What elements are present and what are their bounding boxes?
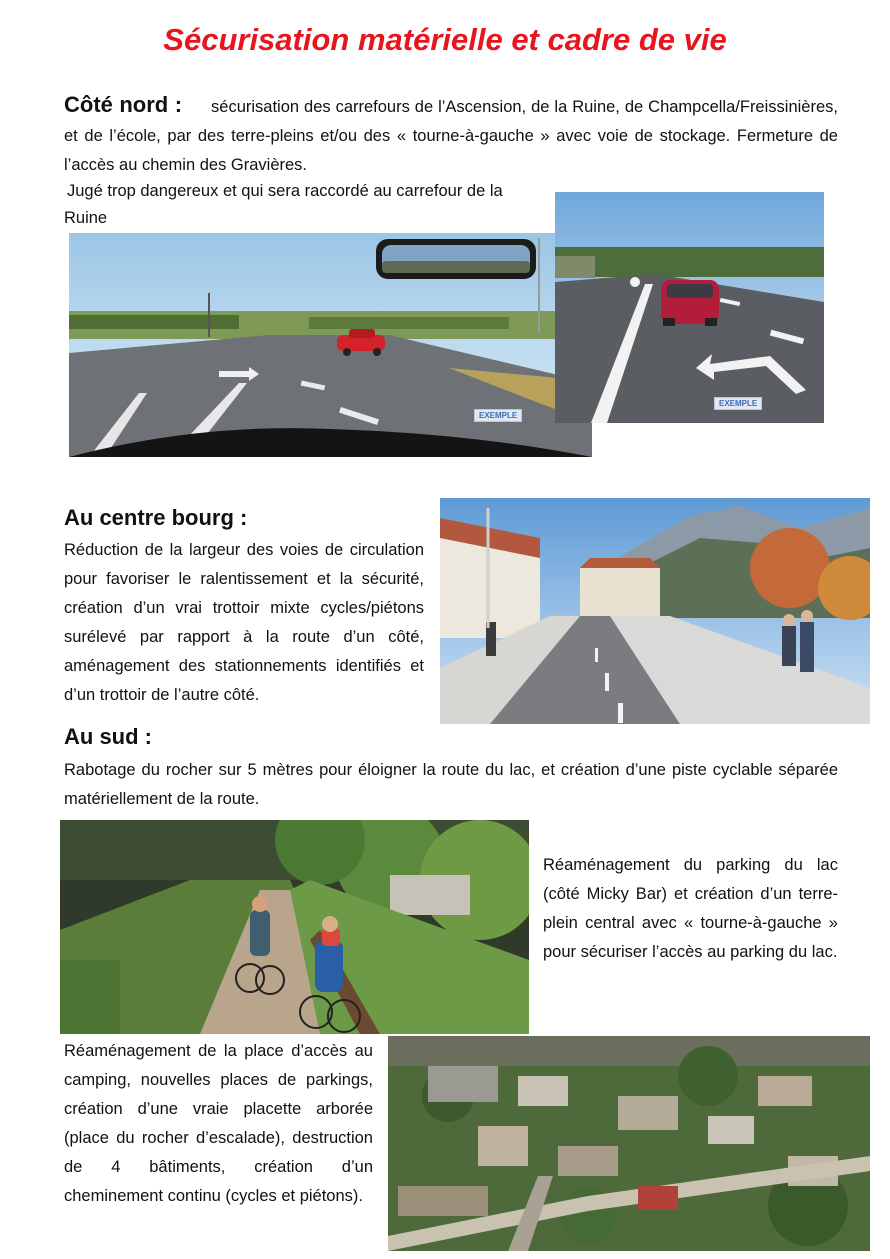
centre-heading: Au centre bourg :: [64, 505, 248, 530]
camping-text: Réaménagement de la place d’accès au camping, nouvelles places de parkings, création d’une vraie placette arborée (place du rocher d’escalade), destruction de 4 bâtiments, création d’un cheminement continu (cycles et piétons).: [64, 1042, 373, 1205]
nord-paragraph: [64, 90, 838, 180]
cycle-path-photo: [60, 820, 529, 1034]
sud-heading: Au sud :: [64, 724, 152, 749]
village-street-photo: [440, 498, 870, 724]
aerial-village-photo: [388, 1036, 870, 1251]
crossroad-windshield-photo: [69, 233, 592, 457]
centre-text: Réduction de la largeur des voies de circulation pour favoriser le ralentissement et la sécurité, création d’un vrai trottoir mixte cycles/piétons surélevé par rapport à la route d’un côté, aménagement des stationnements identifiés et d’un trottoir de l’autre côté.: [64, 541, 424, 704]
nord-note: [64, 178, 544, 232]
turn-left-lane-photo: [555, 192, 824, 423]
exemple-label-2: EXEMPLE: [714, 397, 762, 410]
nord-heading-colon: :: [168, 92, 183, 117]
nord-heading: Côté nord: [64, 92, 169, 117]
parking-text: Réaménagement du parking du lac (côté Micky Bar) et création d’un terre-plein central avec « tourne-à-gauche » pour sécuriser l’accès au parking du lac.: [543, 856, 838, 961]
nord-note-text: Jugé trop dangereux et qui sera raccordé au carrefour de la Ruine: [64, 182, 503, 227]
sud-text: Rabotage du rocher sur 5 mètres pour éloigner la route du lac, et création d’une piste cyclable séparée matériellement de la route.: [64, 761, 838, 808]
exemple-label-1: EXEMPLE: [474, 409, 522, 422]
page-title: Sécurisation matérielle et cadre de vie: [163, 22, 727, 57]
nord-text: sécurisation des carrefours de l’Ascension, de la Ruine, de Champcella/Freissinières, et de l’école, par des terre-pleins et/ou des « tourne-à-gauche » avec voie de stockage. Fermeture de l’accès au chemin des Gravières.: [64, 98, 838, 174]
